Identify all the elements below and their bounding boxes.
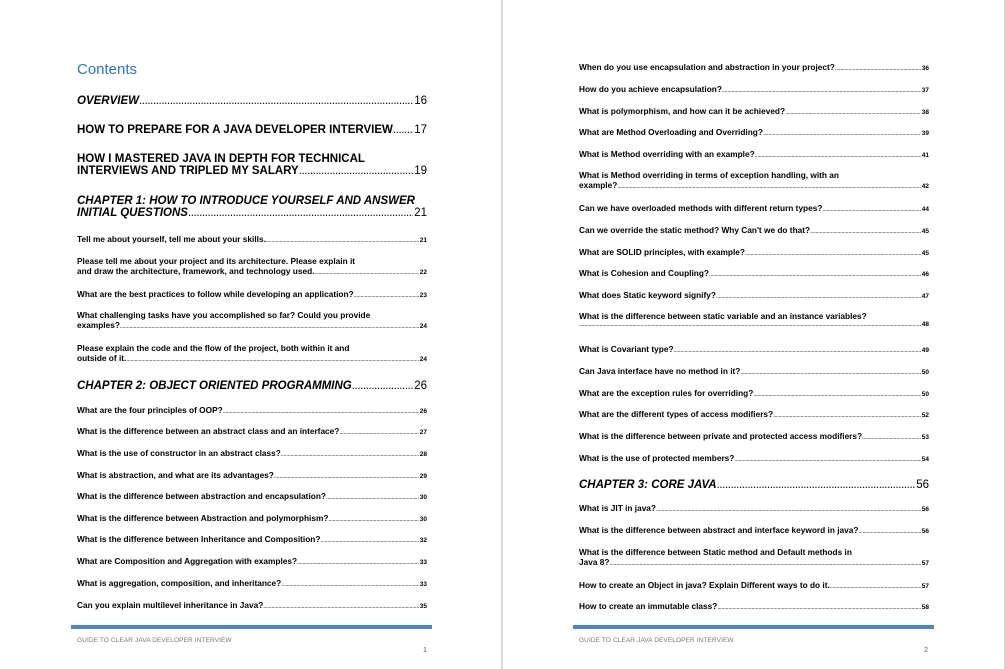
toc-entry-overview[interactable]: OVERVIEW ..... 16: [77, 95, 427, 107]
toc-entry[interactable]: What are the different types of access modifiers? ..... 52: [579, 409, 929, 419]
page-number: 2: [924, 647, 928, 654]
page-number: 1: [423, 647, 427, 654]
toc-entry[interactable]: Tell me about yourself, tell me about your skills. ..... 21: [77, 234, 427, 244]
toc-entry[interactable]: What is Method overriding with an example? ..... 41: [579, 149, 929, 159]
footer-text: GUIDE TO CLEAR JAVA DEVELOPER INTERVIEW: [77, 637, 232, 644]
toc-entry[interactable]: How to create an immutable class? ..... 58: [579, 601, 929, 611]
toc-entry[interactable]: Can Java interface have no method in it? ..... 50: [579, 366, 929, 376]
toc-entry[interactable]: What are SOLID principles, with example? ..... 45: [579, 247, 929, 257]
toc-entry-chapter-1[interactable]: CHAPTER 1: HOW TO INTRODUCE YOURSELF AND ANSWER INITIAL QUESTIONS ..... 21: [77, 195, 427, 219]
toc-entry[interactable]: What is the difference between an abstract class and an interface? ..... 27: [77, 426, 427, 436]
toc-entry[interactable]: What is the difference between private and protected access modifiers? ..... 53: [579, 431, 929, 441]
toc-entry[interactable]: What is the difference between static variable and an instance variables? ..... 48: [579, 311, 929, 328]
toc-page-1: [0, 0, 501, 669]
toc-page-2: [503, 0, 1004, 669]
toc-entry[interactable]: Can we override the static method? Why Can't we do that? ..... 45: [579, 225, 929, 235]
toc-entry[interactable]: How do you achieve encapsulation? ..... 37: [579, 84, 929, 94]
toc-entry[interactable]: What are the exception rules for overriding? ..... 50: [579, 388, 929, 398]
toc-entry[interactable]: What are Method Overloading and Overriding? ..... 39: [579, 127, 929, 137]
toc-entry[interactable]: How to create an Object in java? Explain Different ways to do it. ..... 57: [579, 580, 929, 590]
footer-bar: [573, 625, 934, 629]
toc-entry-mastered[interactable]: HOW I MASTERED JAVA IN DEPTH FOR TECHNICAL INTERVIEWS AND TRIPLED MY SALARY ..... 19: [77, 153, 427, 177]
toc-entry[interactable]: What is the difference between Static method and Default methods in Java 8? ..... 57: [579, 547, 929, 567]
toc-entry[interactable]: Can we have overloaded methods with different return types? ..... 44: [579, 203, 929, 213]
toc-entry[interactable]: Please explain the code and the flow of the project, both within it and outside of it. ..... 24: [77, 343, 427, 363]
toc-entry[interactable]: What are Composition and Aggregation with examples? ..... 33: [77, 556, 427, 566]
toc-entry[interactable]: What are the best practices to follow while developing an application? ..... 23: [77, 289, 427, 299]
toc-entry[interactable]: What is Cohesion and Coupling? ..... 46: [579, 268, 929, 278]
toc-entry[interactable]: What is aggregation, composition, and inheritance? ..... 33: [77, 578, 427, 588]
toc-entry[interactable]: Please tell me about your project and its architecture. Please explain it and draw the architecture, framework, and technology used. ..... 22: [77, 256, 427, 276]
toc-entry[interactable]: When do you use encapsulation and abstraction in your project? ..... 36: [579, 62, 929, 72]
toc-entry[interactable]: What is abstraction, and what are its advantages? ..... 29: [77, 470, 427, 480]
toc-entry[interactable]: What is polymorphism, and how can it be achieved? ..... 38: [579, 106, 929, 116]
toc-entry[interactable]: Can you explain multilevel inheritance in Java? ..... 35: [77, 600, 427, 610]
toc-entry[interactable]: What is the use of protected members? ..... 54: [579, 453, 929, 463]
footer-text: GUIDE TO CLEAR JAVA DEVELOPER INTERVIEW: [579, 637, 734, 644]
toc-entry[interactable]: What is JIT in java? ..... 56: [579, 503, 929, 513]
toc-entry[interactable]: What is the difference between Abstraction and polymorphism? ..... 30: [77, 513, 427, 523]
toc-entry[interactable]: What is Covariant type? ..... 49: [579, 344, 929, 354]
toc-entry[interactable]: What is the difference between abstract and interface keyword in java? ..... 56: [579, 525, 929, 535]
contents-title: Contents: [77, 61, 138, 78]
toc-entry-chapter-2[interactable]: CHAPTER 2: OBJECT ORIENTED PROGRAMMING ..... 26: [77, 380, 427, 392]
toc-entry[interactable]: What challenging tasks have you accomplished so far? Could you provide examples? ..... 24: [77, 310, 427, 330]
toc-entry[interactable]: What is Method overriding in terms of exception handling, with an example? ..... 42: [579, 170, 929, 190]
toc-entry[interactable]: What is the use of constructor in an abstract class? ..... 28: [77, 448, 427, 458]
toc-entry[interactable]: What are the four principles of OOP? ..... 26: [77, 405, 427, 415]
toc-entry[interactable]: What is the difference between abstraction and encapsulation? ..... 30: [77, 491, 427, 501]
footer-bar: [71, 625, 432, 629]
toc-entry-chapter-3[interactable]: CHAPTER 3: CORE JAVA ..... 56: [579, 479, 929, 491]
toc-entry[interactable]: What does Static keyword signify? ..... 47: [579, 290, 929, 300]
toc-entry[interactable]: What is the difference between Inheritance and Composition? ..... 32: [77, 534, 427, 544]
toc-entry-prepare[interactable]: HOW TO PREPARE FOR A JAVA DEVELOPER INTERVIEW ..... 17: [77, 124, 427, 136]
